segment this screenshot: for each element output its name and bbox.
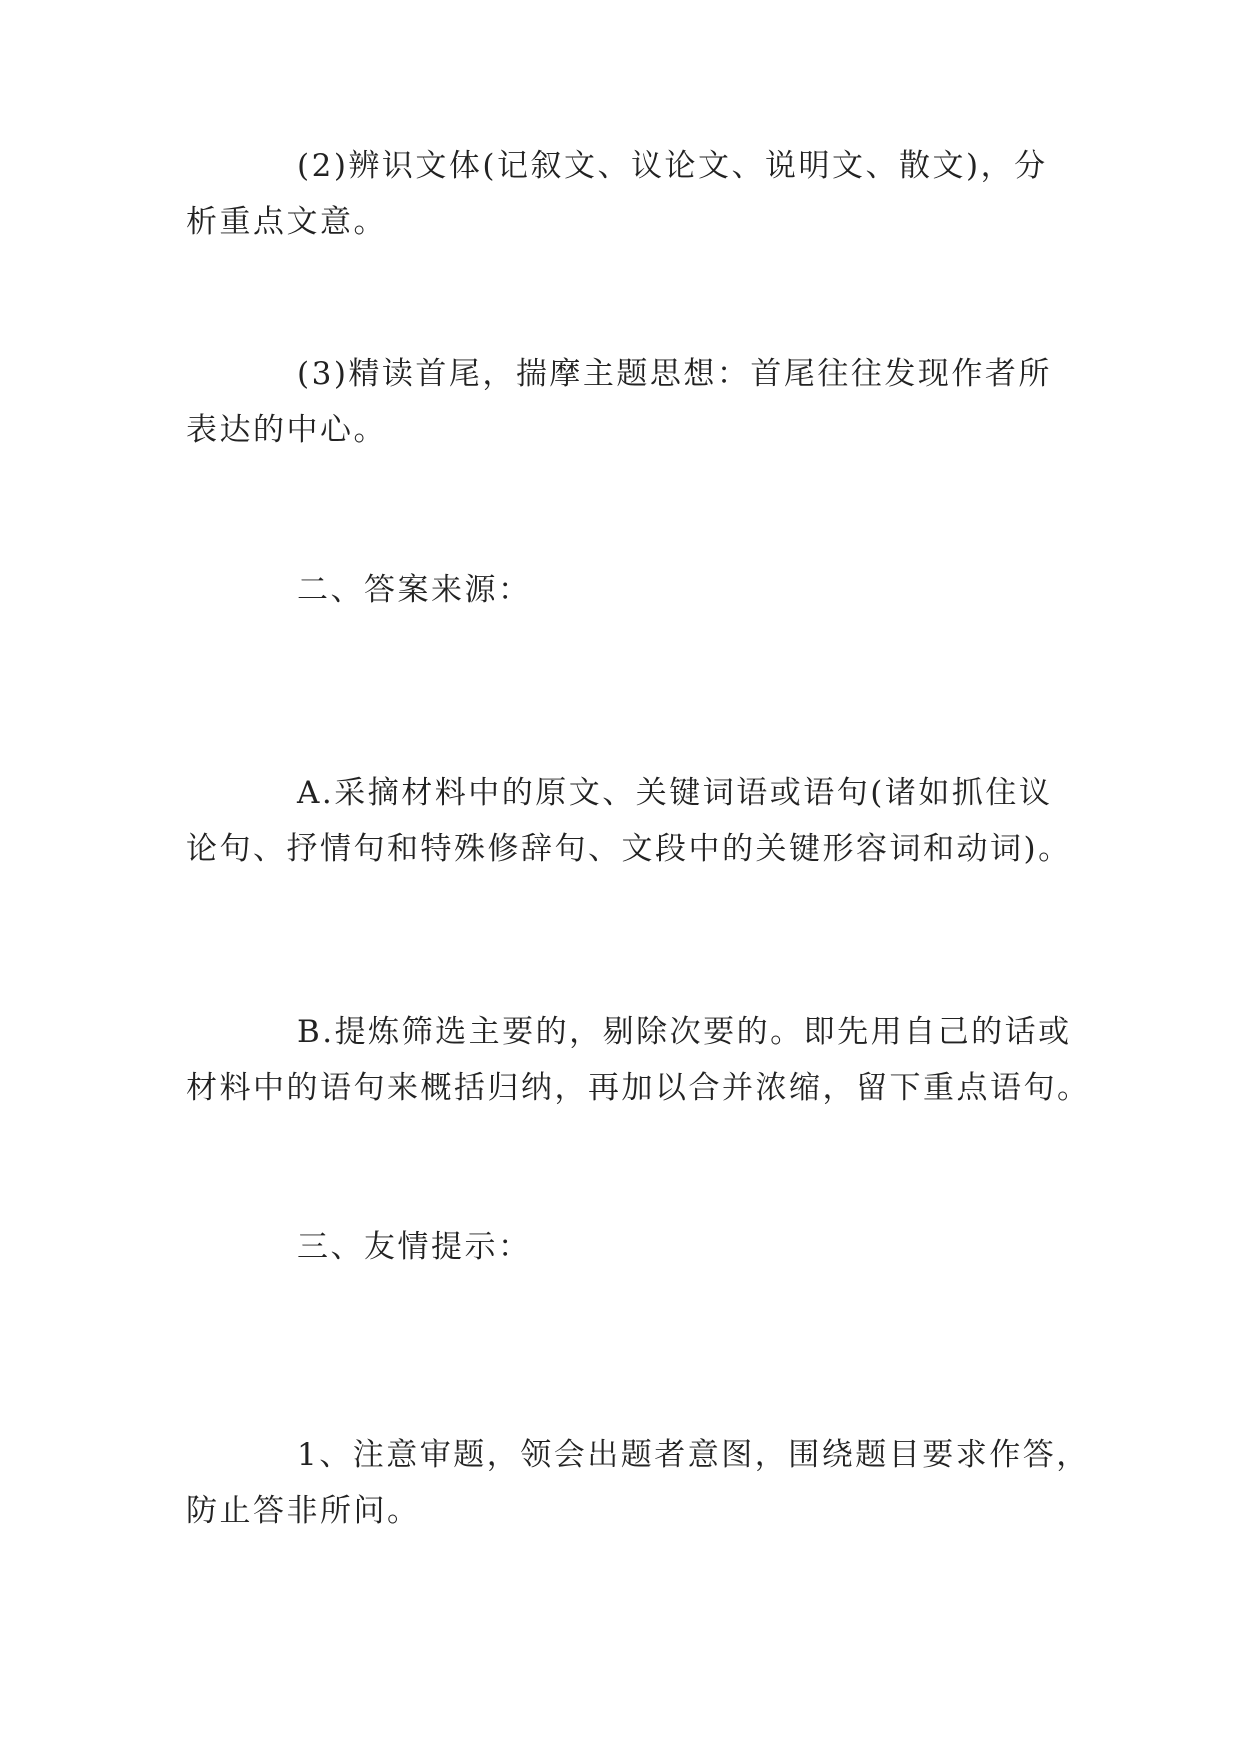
paragraph-identify-genre [186,138,1066,250]
paragraph-tip-1 [186,1427,1090,1539]
paragraph-answer-source-a [186,765,1072,877]
paragraph-line: (3)精读首尾，揣摩主题思想：首尾往往发现作者所 [297,356,1052,392]
section-heading-answer-source: 二、答案来源： [297,572,532,608]
paragraph-read-beginning-end [186,346,1066,458]
paragraph-line: 论句、抒情句和特殊修辞句、文段中的关键形容词和动词)。 [186,831,1072,867]
paragraph-line: 析重点文意。 [186,204,387,240]
paragraph-line: A.采摘材料中的原文、关键词语或语句(诸如抓住议 [297,775,1053,811]
paragraph-line: (2)辨识文体(记叙文、议论文、说明文、散文)，分 [297,148,1048,184]
paragraph-line: 材料中的语句来概括归纳，再加以合并浓缩，留下重点语句。 [186,1070,1091,1106]
paragraph-answer-source-b [186,1004,1091,1116]
paragraph-line: 1、注意审题，领会出题者意图，围绕题目要求作答， [297,1437,1090,1473]
section-heading-friendly-tips: 三、友情提示： [297,1229,532,1265]
paragraph-line: B.提炼筛选主要的，剔除次要的。即先用自己的话或 [297,1014,1072,1050]
paragraph-line: 防止答非所问。 [186,1493,421,1529]
paragraph-line: 表达的中心。 [186,412,387,448]
